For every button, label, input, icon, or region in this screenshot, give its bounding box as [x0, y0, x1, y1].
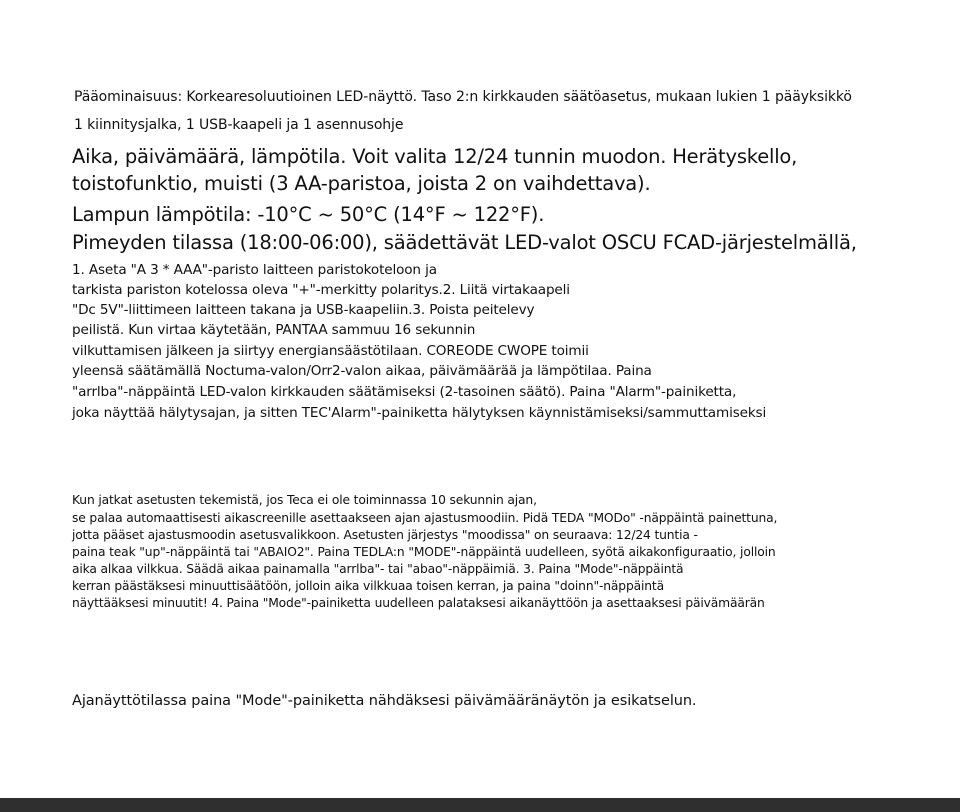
features-line-1: Aika, päivämäärä, lämpötila. Voit valita 12/24 tunnin muodon. Herätyskello,	[72, 145, 798, 168]
bottom-bar	[0, 798, 960, 812]
settings-line-5: aika alkaa vilkkua. Säädä aikaa painamalla "arrlba"- tai "abao"-näppäimiä. 3. Paina "Mode"-näppäintä	[72, 562, 684, 576]
features-line-2: toistofunktio, muisti (3 AA-paristoa, joista 2 on vaihdettava).	[72, 172, 651, 195]
settings-line-2: se palaa automaattisesti aikascreenille asettaakseen ajan ajastusmoodiin. Pidä TEDA "MODo" -näppäintä painettuna,	[72, 511, 778, 525]
steps-line-2: tarkista pariston kotelossa oleva "+"-merkitty polaritys.2. Liitä virtakaapeli	[72, 282, 570, 298]
settings-line-7: näyttääksesi minuutit! 4. Paina "Mode"-painiketta uudelleen palataksesi aikanäyttöön ja asettaaksesi päivämäärän	[72, 596, 765, 610]
steps-line-4: peilistä. Kun virtaa käytetään, PANTAA sammuu 16 sekunnin	[72, 322, 476, 338]
steps-line-1: 1. Aseta "A 3 * AAA"-paristo laitteen paristokoteloon ja	[72, 262, 437, 278]
intro-line-2: 1 kiinnitysjalka, 1 USB-kaapeli ja 1 asennusohje	[74, 117, 404, 133]
settings-line-4: paina teak "up"-näppäintä tai "ABAIO2". Paina TEDLA:n "MODE"-näppäintä uudelleen, syötä aikakonfiguraatio, jolloin	[72, 545, 776, 559]
steps-line-6: yleensä säätämällä Noctuma-valon/Orr2-valon aikaa, päivämäärää ja lämpötilaa. Paina	[72, 363, 652, 379]
steps-line-8: joka näyttää hälytysajan, ja sitten TEC'Alarm"-painiketta hälytyksen käynnistämiseksi/sammuttamiseksi	[72, 405, 767, 421]
steps-line-3: "Dc 5V"-liittimeen laitteen takana ja USB-kaapeliin.3. Poista peitelevy	[72, 302, 535, 318]
steps-line-5: vilkuttamisen jälkeen ja siirtyy energiansäästötilaan. COREODE CWOPE toimii	[72, 343, 589, 359]
intro-line-1: Pääominaisuus: Korkearesoluutioinen LED-näyttö. Taso 2:n kirkkauden säätöasetus, mukaan lukien 1 pääyksikkö	[74, 89, 852, 105]
settings-line-1: Kun jatkat asetusten tekemistä, jos Teca ei ole toiminnassa 10 sekunnin ajan,	[72, 493, 537, 507]
settings-line-6: kerran päästäksesi minuuttisäätöön, jolloin aika vilkkuaa toisen kerran, ja paina "doinn"-näppäintä	[72, 579, 664, 593]
footer-line-1: Ajanäyttötilassa paina "Mode"-painiketta nähdäksesi päivämääränäytön ja esikatselun.	[72, 693, 697, 709]
features-line-4: Pimeyden tilassa (18:00-06:00), säädettävät LED-valot OSCU FCAD-järjestelmällä,	[72, 231, 857, 254]
settings-line-3: jotta pääset ajastusmoodin asetusvalikkoon. Asetusten järjestys "moodissa" on seuraava: 12/24 tuntia -	[72, 528, 698, 542]
steps-line-7: "arrlba"-näppäintä LED-valon kirkkauden säätämiseksi (2-tasoinen säätö). Paina "Alarm"-painiketta,	[72, 384, 737, 400]
features-line-3: Lampun lämpötila: -10°C ~ 50°C (14°F ~ 122°F).	[72, 203, 545, 226]
